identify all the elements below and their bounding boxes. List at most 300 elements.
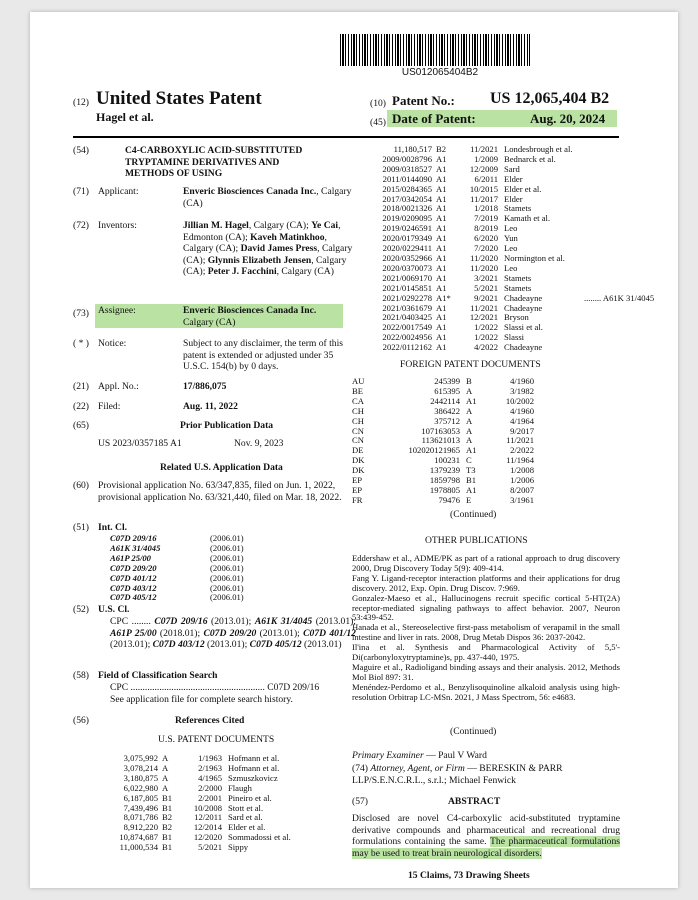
publication-entry: Hanada et al., Stereoselective first-pass metabolism of verapamil in the small intestine and liver in rats. 2008, Drug Metab Dispos 36: 2037-2042. [352, 622, 620, 643]
inventor-name: Peter J. Facchini [207, 266, 277, 278]
applicant-code: (71) [73, 186, 89, 197]
reference-name: Normington et al. [504, 252, 565, 263]
reference-name: Chadeayne [504, 302, 543, 313]
publication-entry: Il'ina et al. Synthesis and Pharmacological Activity of 5,5'-Di(carbonyloxytryptamine)s, pp. 437-440, 1975. [352, 642, 620, 663]
reference-class [584, 175, 654, 185]
cpc-version: (2013.01); [207, 616, 255, 627]
attorney-code: (74) [352, 763, 368, 774]
reference-date: 11/2020 [470, 252, 498, 263]
reference-number: 10,874,687 [119, 832, 158, 843]
foreign-number: 113621013 [421, 435, 460, 446]
claims-summary: 15 Claims, 73 Drawing Sheets [408, 870, 530, 881]
foreign-date: 2/2022 [510, 445, 534, 456]
cpc-version: (2013.01); [256, 627, 304, 639]
provisional-code: (60) [73, 480, 89, 491]
reference-row [362, 294, 654, 304]
reference-number: 2019/0209095 [382, 213, 432, 224]
inventor-location: , Calgary (CA) [276, 266, 334, 278]
foreign-kind: A1 [466, 395, 477, 406]
refs-code: (56) [73, 715, 89, 726]
foreign-kind: A [466, 425, 473, 436]
reference-name: Pineiro et al. [228, 792, 272, 803]
reference-name: Elder et al. [228, 822, 266, 833]
us-docs-table [100, 754, 318, 853]
invention-title: C4-CARBOXYLIC ACID-SUBSTITUTED TRYPTAMINE DERIVATIVES AND METHODS OF USING [125, 145, 303, 180]
reference-date: 6/2020 [474, 233, 498, 244]
reference-number: 2009/0318527 [382, 163, 432, 174]
reference-name: Bryson [504, 312, 529, 323]
intcl-version: (2006.01) [210, 582, 244, 593]
reference-kind: A1 [436, 262, 447, 273]
filed-label: Filed: [98, 401, 121, 412]
field-label: Field of Classification Search [98, 670, 218, 681]
reference-kind: A1 [436, 243, 447, 254]
reference-kind: B2 [162, 822, 173, 833]
inventor-name: Glynnis Elizabeth Jensen [207, 254, 312, 266]
foreign-date: 11/2021 [506, 435, 534, 446]
intcl-version: (2006.01) [210, 562, 244, 573]
assignee-label: Assignee: [98, 305, 136, 316]
reference-number: 11,180,517 [393, 144, 432, 154]
reference-kind: B2 [162, 812, 173, 823]
cpc-class: A61P 25/00 [110, 627, 157, 639]
foreign-kind: T3 [466, 465, 476, 476]
reference-date: 1/2009 [474, 153, 498, 164]
reference-class [584, 244, 654, 254]
reference-number: 2020/0229411 [382, 243, 432, 254]
foreign-number: 1859798 [429, 475, 460, 486]
foreign-number: 245399 [434, 376, 460, 386]
intcl-version: (2006.01) [210, 542, 244, 553]
reference-date: 1/2018 [474, 203, 498, 214]
cpc-classification [110, 616, 356, 651]
inventors-short: Hagel et al. [96, 110, 154, 124]
patent-number: US 12,065,404 B2 [490, 90, 610, 107]
reference-name: Kamath et al. [504, 213, 551, 224]
cpc-class: A61K 31/4045 [254, 616, 313, 627]
reference-class [584, 254, 654, 264]
foreign-row [352, 496, 540, 506]
barcode [340, 34, 530, 66]
reference-date: 2/1963 [198, 762, 222, 773]
filed-date: Aug. 11, 2022 [183, 401, 238, 412]
inventors-code: (72) [73, 220, 89, 231]
reference-number: 2022/0112162 [382, 342, 432, 353]
applicant-name: Enveric Biosciences Canada Inc. [183, 186, 317, 197]
foreign-country: CN [352, 435, 364, 446]
reference-name: Hofmann et al. [228, 762, 280, 773]
reference-number: 2019/0246591 [382, 223, 432, 234]
inventor-name: Kaveh Matinkhoo [250, 231, 325, 243]
reference-kind: A1 [436, 213, 447, 224]
intcl-class: A61K 31/4045 [110, 542, 161, 553]
intcl-class: A61P 25/00 [110, 552, 151, 563]
cpc-class: C07D 403/12 [152, 639, 205, 651]
reference-class [584, 195, 654, 205]
reference-kind: A1* [436, 292, 451, 303]
inventor-location: , Calgary (CA); [183, 231, 327, 255]
reference-kind: A1 [436, 342, 447, 353]
reference-date: 1/2022 [474, 332, 498, 343]
inventor-name: David James Press [240, 243, 318, 255]
reference-class [584, 165, 654, 175]
reference-date: 12/2021 [469, 312, 498, 323]
foreign-kind: B1 [466, 475, 477, 486]
reference-number: 3,075,992 [123, 753, 158, 763]
reference-number: 2020/0352966 [382, 252, 432, 263]
reference-row [100, 843, 318, 853]
reference-date: 10/2008 [193, 802, 222, 813]
foreign-number: 1978805 [429, 484, 460, 495]
reference-class [584, 333, 654, 343]
reference-class [584, 264, 654, 274]
examiner-name: — Paul V Ward [423, 750, 487, 761]
inventor-location: , Calgary (CA); [183, 254, 347, 278]
publication-entry: Fang Y. Ligand-receptor interaction platforms and their applications for drug discovery. 2012, Exp. Opin. Drug Discov. 7:969. [352, 572, 620, 593]
attorney-name: — BERESKIN & PARR LLP/S.E.N.C.R.L., s.r.l.; Michael Fenwick [352, 763, 563, 786]
date-label: Date of Patent: [392, 111, 476, 126]
foreign-country: FR [352, 494, 363, 505]
reference-kind: A [162, 753, 169, 763]
foreign-date: 9/2017 [510, 425, 534, 436]
reference-number: 2022/0017549 [382, 322, 432, 333]
reference-name: Elder et al. [504, 183, 542, 194]
reference-date: 4/1965 [198, 772, 222, 783]
field-note: See application file for complete search history. [110, 694, 293, 705]
foreign-number: 79476 [438, 494, 460, 505]
reference-date: 2/2001 [198, 792, 222, 803]
intcl-code: (51) [73, 522, 89, 533]
reference-name: Hofmann et al. [228, 753, 280, 763]
reference-kind: B1 [162, 792, 173, 803]
abstract-body: Disclosed are novel C4-carboxylic acid-substituted tryptamine derivative compounds and pharmaceutical and recreational drug formulations containing the same. [352, 813, 620, 848]
foreign-kind: A1 [466, 484, 477, 495]
reference-date: 12/2020 [193, 832, 222, 843]
notice-text: Subject to any disclaimer, the term of this patent is extended or adjusted under 35 U.S.C. 154(b) by 0 days. [183, 338, 344, 373]
reference-name: Stamets [504, 282, 532, 293]
reference-class [584, 304, 654, 314]
cpc-version: (2013.01); [312, 616, 356, 627]
foreign-country: BE [352, 385, 363, 396]
notice-code: ( * ) [73, 338, 89, 349]
date-code: (45) [370, 117, 386, 128]
foreign-country: EP [352, 475, 363, 486]
reference-class [584, 204, 654, 214]
reference-number: 2020/0179349 [382, 233, 432, 244]
reference-number: 2009/0028796 [382, 153, 432, 164]
foreign-kind: A1 [466, 445, 477, 456]
reference-kind: A1 [436, 163, 447, 174]
field-code: (58) [73, 670, 89, 681]
foreign-country: EP [352, 484, 363, 495]
reference-class [584, 155, 654, 165]
reference-kind: A1 [436, 203, 447, 214]
kind-code: (12) [73, 97, 89, 108]
reference-number: 6,187,805 [123, 792, 158, 803]
reference-date: 9/2021 [474, 292, 498, 303]
cpc-class: C07D 405/12 [249, 639, 302, 651]
inventor-name: Ye Cai [311, 220, 339, 231]
applicant-location: , Calgary (CA) [183, 186, 352, 209]
reference-kind: A [162, 782, 169, 793]
foreign-date: 8/2007 [510, 484, 534, 495]
patent-type-title: United States Patent [96, 88, 262, 109]
reference-class [584, 313, 654, 323]
abstract-highlighted: The pharmaceutical formulations may be used to treat brain neurological disorders. [352, 836, 620, 859]
reference-name: Sippy [228, 842, 249, 853]
prior-publication-heading: Prior Publication Data [180, 420, 274, 431]
inventor-location: , Calgary (CA); [248, 220, 312, 231]
foreign-kind: B [466, 376, 472, 386]
reference-name: Yun [504, 233, 518, 244]
reference-kind: A1 [436, 312, 447, 323]
reference-date: 6/2011 [474, 173, 498, 184]
inventor-location: , Calgary (CA); [183, 243, 353, 266]
appl-label: Appl. No.: [98, 381, 139, 392]
reference-class: ........ A61K 31/4045 [584, 292, 655, 303]
reference-kind: A1 [436, 153, 447, 164]
reference-date: 12/2014 [193, 822, 222, 833]
provisional-text: Provisional application No. 63/347,835, filed on Jun. 1, 2022, provisional application No. 63/321,440, filed on Mar. 18, 2022. [98, 480, 342, 503]
examiner-label: Primary Examiner [352, 750, 424, 761]
patent-no-code: (10) [370, 98, 386, 109]
reference-name: Slassi [504, 332, 525, 343]
reference-kind: A1 [436, 282, 447, 293]
filed-code: (22) [73, 401, 89, 412]
intcl-class: C07D 401/12 [110, 572, 157, 583]
cpc-prefix: CPC ........ [110, 616, 151, 627]
references-heading: References Cited [175, 715, 245, 726]
notice-label: Notice: [98, 338, 127, 349]
foreign-kind: C [466, 455, 472, 466]
intcl-version: (2006.01) [210, 592, 244, 603]
other-publications-heading: OTHER PUBLICATIONS [425, 535, 528, 546]
reference-name: Sommadossi et al. [228, 832, 291, 843]
reference-kind: B2 [436, 144, 447, 154]
foreign-country: AU [352, 376, 365, 386]
assignee [183, 305, 348, 328]
reference-kind: A [162, 772, 169, 783]
other-publications-list [352, 554, 620, 703]
reference-date: 3/2021 [474, 272, 498, 283]
foreign-docs-table [352, 377, 540, 506]
reference-kind: A1 [436, 193, 447, 204]
cpc-version: (2013.01); [204, 639, 250, 651]
reference-class [584, 323, 654, 333]
reference-name: Elder [504, 193, 523, 204]
inventor-name: Jillian M. Hagel [183, 220, 249, 231]
reference-number: 3,078,214 [123, 762, 158, 773]
reference-name: Stamets [504, 203, 532, 214]
header-rule [73, 136, 619, 138]
foreign-number: 386422 [434, 405, 460, 416]
abstract-text [352, 813, 620, 859]
attorney [352, 763, 620, 786]
reference-name: Bednarck et al. [504, 153, 556, 164]
foreign-date: 4/1960 [510, 405, 534, 416]
publication-entry: Gonzalez-Maeso et al., Hallucinogens recruit specific cortical 5-HT(2A) receptor-mediated signaling pathways to affect behavior. 2007, Neuron 53:439-452. [352, 592, 620, 623]
reference-date: 4/2022 [474, 342, 498, 353]
foreign-number: 615395 [434, 385, 460, 396]
foreign-date: 1/2008 [510, 465, 534, 476]
foreign-date: 3/1982 [510, 385, 534, 396]
reference-kind: A1 [436, 183, 447, 194]
intcl-version: (2006.01) [210, 533, 244, 543]
foreign-date: 1/2006 [510, 475, 534, 486]
reference-number: 2018/0021326 [382, 203, 432, 214]
foreign-kind: A [466, 435, 473, 446]
reference-number: 2021/0145851 [382, 282, 432, 293]
assignee-location: Calgary (CA) [183, 316, 236, 328]
assignee-code: (73) [73, 308, 89, 319]
examiner [352, 750, 487, 762]
foreign-country: DK [352, 455, 365, 466]
inventors-label: Inventors: [98, 220, 137, 231]
reference-kind: A1 [436, 302, 447, 313]
patent-page [30, 12, 678, 888]
foreign-kind: A [466, 415, 473, 426]
reference-number: 2020/0370073 [382, 262, 432, 273]
reference-name: Stamets [504, 272, 532, 283]
reference-name: Leo [504, 262, 518, 273]
intcl-class: C07D 209/16 [110, 533, 157, 543]
reference-date: 7/2020 [474, 243, 498, 254]
foreign-heading: FOREIGN PATENT DOCUMENTS [400, 359, 541, 370]
reference-class [584, 224, 654, 234]
reference-date: 5/2021 [198, 842, 222, 853]
reference-number: 8,071,786 [123, 812, 158, 823]
reference-class [584, 274, 654, 284]
reference-class [584, 145, 654, 155]
application-number: 17/886,075 [183, 381, 227, 392]
reference-date: 12/2009 [469, 163, 498, 174]
publication-entry: Maguire et al., Radioligand binding assays and their analysis. 2012, Methods Mol Biol 897: 31. [352, 661, 620, 682]
reference-date: 1/1963 [198, 753, 222, 763]
reference-number: 2021/0069170 [382, 272, 432, 283]
intcl-label: Int. Cl. [98, 522, 128, 533]
uscl-label: U.S. Cl. [98, 604, 130, 615]
reference-kind: A1 [436, 252, 447, 263]
foreign-number: 375712 [434, 415, 460, 426]
reference-name: Elder [504, 173, 523, 184]
foreign-country: CN [352, 425, 364, 436]
us-docs-continued-table [362, 145, 654, 353]
foreign-number: 2442114 [430, 395, 460, 406]
reference-number: 2015/0284365 [382, 183, 432, 194]
inventors-list [183, 220, 355, 278]
cpc-version: (2013.01); [110, 639, 153, 651]
foreign-country: CA [352, 395, 364, 406]
reference-kind: A1 [436, 272, 447, 283]
prior-code: (65) [73, 420, 89, 431]
reference-date: 1/2022 [474, 322, 498, 333]
reference-name: Slassi et al. [504, 322, 543, 333]
reference-date: 2/2000 [198, 782, 222, 793]
reference-class [584, 343, 654, 353]
reference-row [362, 343, 654, 353]
reference-date: 11/2021 [470, 144, 498, 154]
reference-name: Sard [504, 163, 520, 174]
foreign-date: 11/1964 [506, 455, 534, 466]
reference-date: 8/2019 [474, 223, 498, 234]
reference-kind: B1 [162, 842, 173, 853]
foreign-country: DE [352, 445, 364, 456]
prior-publication-date: Nov. 9, 2023 [234, 438, 284, 449]
reference-name: Chadeayne [504, 342, 543, 353]
intcl-table [110, 534, 244, 603]
reference-number: 2017/0342054 [382, 193, 432, 204]
foreign-number: 100231 [434, 455, 460, 466]
foreign-kind: A [466, 405, 473, 416]
foreign-kind: E [466, 494, 472, 505]
cpc-class: C07D 209/20 [203, 627, 257, 639]
foreign-country: CH [352, 405, 364, 416]
abstract-heading: ABSTRACT [448, 796, 501, 807]
reference-kind: A1 [436, 332, 447, 343]
cpc-class: C07D 209/16 [154, 616, 208, 627]
reference-date: 10/2015 [469, 183, 498, 194]
publication-entry: Eddershaw et al., ADME/PK as part of a rational approach to drug discovery 2000, Drug Discovery Today 5(9): 409-414. [352, 553, 620, 573]
foreign-date: 3/1961 [510, 494, 534, 505]
reference-number: 2021/0292278 [382, 292, 432, 303]
assignee-name: Enveric Biosciences Canada Inc. [183, 305, 317, 316]
foreign-number: 1379239 [429, 465, 460, 476]
reference-name: Leo [504, 223, 518, 234]
reference-class [584, 214, 654, 224]
intcl-class: C07D 209/20 [110, 562, 157, 573]
applicant [183, 186, 353, 209]
foreign-country: DK [352, 465, 365, 476]
reference-kind: A1 [436, 322, 447, 333]
reference-date: 11/2020 [470, 262, 498, 273]
reference-kind: B1 [162, 832, 173, 843]
cpc-version: (2013.01) [301, 639, 342, 651]
reference-kind: A1 [436, 223, 447, 234]
reference-class [584, 234, 654, 244]
inventor-location: , Edmonton (CA); [183, 220, 341, 243]
reference-name: Leo [504, 243, 518, 254]
publication-entry: Menéndez-Perdomo et al., Benzylisoquinoline alkaloid analysis using high-resolution Orbitrap LC-MSn. 2021, J Mass Spectrom, 56: e4683. [352, 681, 620, 702]
intcl-version: (2006.01) [210, 572, 244, 583]
field-cpc: CPC ........................................................ C07D 209/16 [110, 682, 320, 693]
foreign-date: 4/1960 [510, 376, 534, 386]
continued-publications: (Continued) [450, 726, 497, 737]
reference-class [584, 185, 654, 195]
intcl-version: (2006.01) [210, 552, 244, 563]
intcl-class: C07D 403/12 [110, 582, 157, 593]
reference-name: Chadeayne [504, 292, 543, 303]
reference-kind: B1 [162, 802, 173, 813]
foreign-number: 107163053 [421, 425, 460, 436]
foreign-kind: A [466, 385, 473, 396]
reference-name: Flaugh [228, 782, 252, 793]
patent-no-label: Patent No.: [392, 93, 455, 108]
continued-foreign: (Continued) [450, 509, 497, 520]
applicant-label: Applicant: [98, 186, 139, 197]
cpc-version: (2018.01); [156, 627, 204, 639]
reference-number: 11,000,534 [119, 842, 158, 853]
prior-publication-number: US 2023/0357185 A1 [98, 438, 182, 449]
reference-name: Szmuszkovicz [228, 772, 278, 783]
intcl-class: C07D 405/12 [110, 592, 157, 603]
us-docs-heading: U.S. PATENT DOCUMENTS [158, 734, 275, 745]
reference-number: 7,439,496 [123, 802, 158, 813]
abstract-code: (57) [352, 796, 368, 807]
foreign-date: 10/2002 [505, 395, 534, 406]
reference-number: 6,022,980 [123, 782, 158, 793]
reference-date: 11/2017 [470, 193, 498, 204]
cpc-class: C07D 401/12 [303, 627, 356, 639]
